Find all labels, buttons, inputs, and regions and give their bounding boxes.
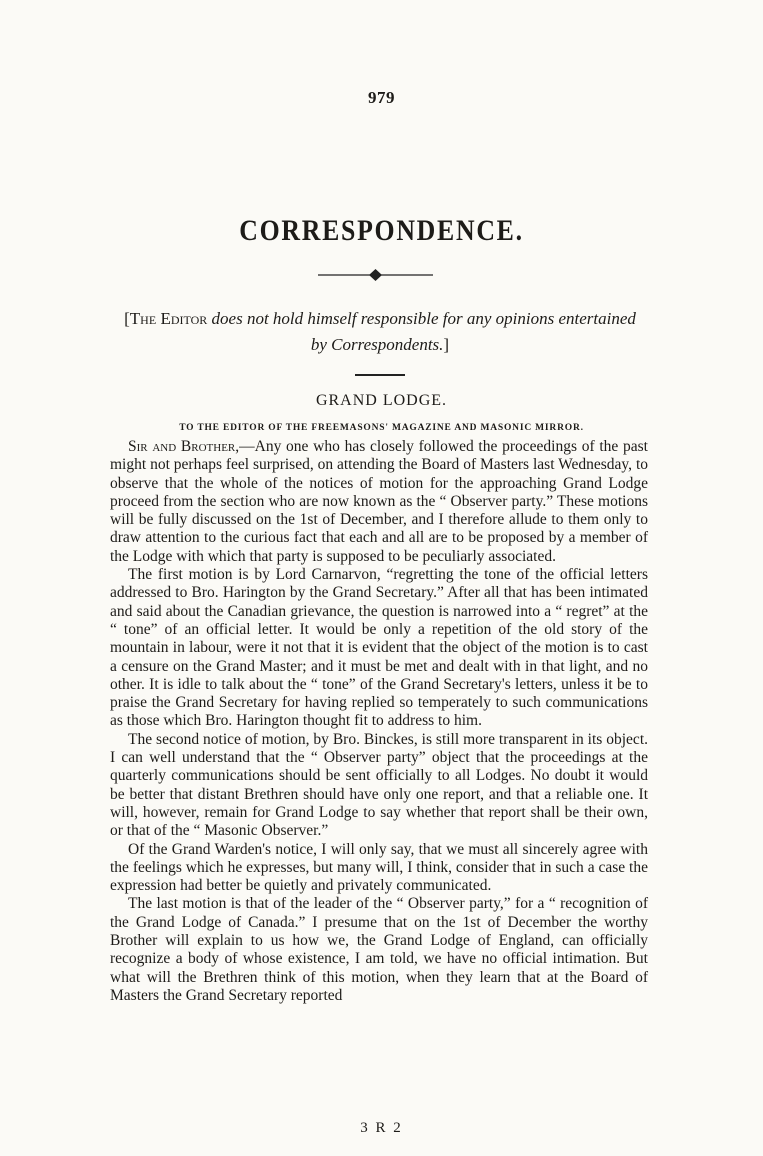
disclaimer-the: The — [129, 309, 157, 328]
article-subheading: GRAND LODGE. — [315, 392, 448, 409]
letter-body — [110, 438, 648, 1005]
paragraph-1 — [110, 438, 648, 566]
salutation: Sir and Brother, — [128, 438, 240, 455]
paragraph-2: The first motion is by Lord Carnarvon, “regretting the tone of the official letters addressed to Bro. Harington by the Grand Secretary.” After all that has been intimated and said about the Canadian grievance, the question is narrowed into a “ regret” at the “ tone” of an official letter. It would be only a repetition of the old story of the mountain in labour, were it not that it is evident that the object of the motion is to cast a censure on the Grand Master; and it must be met and dealt with in that light, and no other. It is idle to talk about the “ tone” of the Grand Secretary's letters, unless it be to praise the Grand Secretary for having replied so temperately to such communications as those which Bro. Harington thought fit to address to him. — [110, 566, 648, 730]
bracket-close: ] — [443, 335, 450, 354]
paragraph-4: Of the Grand Warden's notice, I will only say, that we must all sincerely agree with the feelings which he expresses, but many will, I think, consider that in such a case the expression had better be quietly and privately communicated. — [110, 840, 648, 895]
disclaimer-editor: Editor — [160, 309, 208, 328]
editor-disclaimer — [120, 306, 640, 358]
paragraph-3: The second notice of motion, by Bro. Binckes, is still more transparent in its object. I can well understand that the “ Observer party” object that the proceedings at the quarterly communications should be sent officially to all Lodges. No doubt it would be better that distant Brethren should have only one report, and that a reliable one. It will, however, remain for Grand Lodge to say whether that report shall be their own, or that of the “ Masonic Observer.” — [110, 730, 648, 840]
disclaimer-text: does not hold himself responsible for any opinions entertained by Correspondents. — [207, 309, 636, 354]
paragraph-1-text: —Any one who has closely followed the proceedings of the past might not perhaps feel surprised, on attending the Board of Masters last Wednesday, to observe that the whole of the notices of motion for the approaching Grand Lodge proceed from the section who are now known as the “ Observer party.” These motions will be fully discussed on the 1st of December, and I therefore allude to them only to draw attention to the curious fact that each and all are to be proposed by a member of the Lodge with which that party is supposed to be peculiarly associated. — [110, 438, 648, 565]
paragraph-5: The last motion is that of the leader of the “ Observer party,” for a “ recognition of the Grand Lodge of Canada.” I presume that on the 1st of December the worthy Brother will explain to us how we, the Grand Lodge of England, can officially recognize a body of whose existence, I am told, we have no official intimation. But what will the Brethren think of this motion, when they learn that at the Board of Masters the Grand Secretary reported — [110, 895, 648, 1004]
diamond-ornament-icon — [318, 268, 433, 282]
page-number: 979 — [368, 88, 395, 107]
bracket-open: [ — [124, 309, 130, 328]
addressee-line: TO THE EDITOR OF THE FREEMASONS' MAGAZINE AND MASONIC MIRROR. — [179, 423, 584, 433]
signature-mark: 3 R 2 — [360, 1120, 403, 1136]
section-heading: CORRESPONDENCE. — [239, 214, 524, 247]
divider — [355, 374, 405, 376]
